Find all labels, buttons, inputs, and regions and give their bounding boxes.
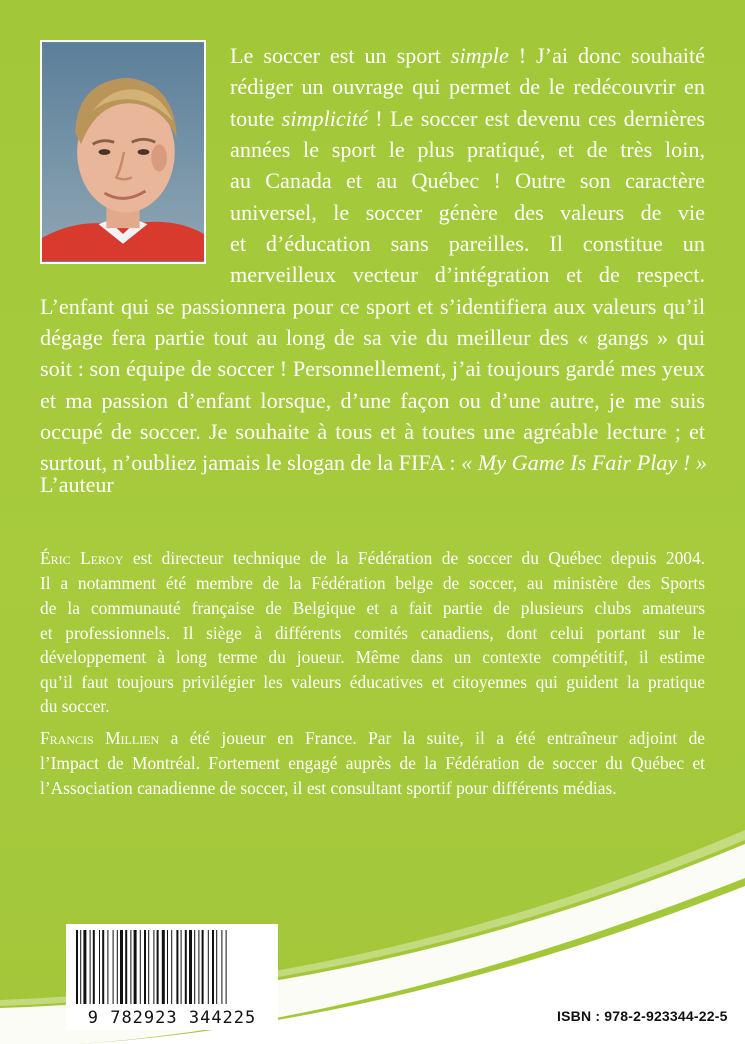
- barcode-bar: [202, 930, 204, 1004]
- barcode-bar: [198, 930, 199, 1004]
- intro-line: rédiger un ouvrage qui permet de le redécouvrir en: [230, 74, 705, 99]
- intro-text: surtout, n’oubliez jamais le slogan de la FIFA :: [40, 450, 462, 475]
- intro-text: ! J’ai donc souhaité: [508, 43, 705, 68]
- intro-text: toute: [230, 106, 282, 131]
- barcode-bar: [107, 930, 108, 1004]
- isbn-number: ISBN : 978-2-923344-22-5: [557, 1008, 728, 1024]
- barcode-bar: [221, 930, 222, 1004]
- author-name: Éric Leroy: [40, 548, 124, 568]
- intro-line: dégage fera partie tout au long de sa vie du meilleur des « gangs » qui: [40, 325, 705, 350]
- bio-line: qu’il faut toujours privilégier les valeurs éducatives et citoyennes qui guident la pratique: [40, 672, 705, 692]
- bio-text: est directeur technique de la Fédération de soccer du Québec depuis 2004.: [123, 548, 706, 568]
- barcode-bar: [171, 930, 172, 1004]
- barcode-bar: [153, 930, 154, 1004]
- barcode-bar: [226, 930, 227, 1004]
- intro-line: et ma passion d’enfant lorsque, d’une façon ou d’une autre, je me suis: [40, 388, 705, 413]
- bio-text: a été joueur en France. Par la suite, il a été entraîneur adjoint de: [159, 728, 705, 748]
- author-portrait-image: [42, 42, 204, 262]
- barcode-bar: [212, 930, 214, 1004]
- intro-line: au Canada et au Québec ! Outre son caractère: [230, 168, 705, 193]
- author-signature: L’auteur: [40, 472, 114, 497]
- barcode-bar: [162, 930, 165, 1004]
- intro-line: [230, 103, 705, 134]
- intro-line: [230, 40, 705, 71]
- intro-line: L’enfant qui se passionnera pour ce sport et s’identifiera aux valeurs qu’il: [40, 294, 705, 319]
- bio-line: développement à long terme du joueur. Même dans un contexte compétitif, il estime: [40, 647, 705, 667]
- barcode-bar: [102, 930, 104, 1004]
- barcode-bar: [125, 930, 127, 1004]
- barcode-bar: [144, 930, 146, 1004]
- intro-line: occupé de soccer. Je souhaite à tous et à toutes une agréable lecture ; et: [40, 419, 705, 444]
- barcode-bar: [130, 930, 131, 1004]
- intro-line: soit : son équipe de soccer ! Personnellement, j’ai toujours gardé mes yeux: [40, 356, 705, 381]
- barcode-bar: [216, 930, 217, 1004]
- intro-text: ! Le soccer est devenu ces dernières: [367, 106, 705, 131]
- barcode-bar: [76, 930, 78, 1004]
- barcode-bar: [134, 930, 137, 1004]
- intro-text: Le soccer est un sport: [230, 43, 451, 68]
- intro-emphasis: simplicité: [281, 106, 368, 131]
- barcode: [66, 924, 278, 1030]
- bio-line: Il a notamment été membre de la Fédération belge de soccer, au ministère des Sports: [40, 573, 705, 593]
- barcode-bar: [194, 930, 195, 1004]
- barcode-bar: [189, 930, 192, 1004]
- barcode-bar: [167, 930, 168, 1004]
- barcode-bar: [93, 930, 95, 1004]
- fifa-slogan: « My Game Is Fair Play ! »: [461, 450, 707, 475]
- barcode-digits: 9 782923 344225: [87, 1008, 257, 1028]
- barcode-bar: [140, 930, 141, 1004]
- bio-line: et professionnels. Il siège à différents comités canadiens, dont celui portant sur le: [40, 623, 705, 643]
- bio-line: l’Impact de Montréal. Fortement engagé auprès de la Fédération de soccer du Québec et: [40, 753, 705, 773]
- barcode-bar: [208, 930, 209, 1004]
- author-photo: [40, 40, 206, 264]
- barcode-bar: [117, 930, 118, 1004]
- barcode-bar: [120, 930, 123, 1004]
- barcode-bars: [66, 924, 278, 1008]
- bio-line: du soccer.: [40, 696, 110, 716]
- author-name: Francis Millien: [40, 728, 160, 748]
- bio-line: de la communauté française de Belgique et a fait partie de plusieurs clubs amateurs: [40, 598, 705, 618]
- intro-line: [40, 447, 705, 478]
- barcode-bar: [99, 930, 100, 1004]
- intro-line: et d’éducation sans pareilles. Il constitue un: [230, 231, 705, 256]
- barcode-bar: [113, 930, 114, 1004]
- barcode-bar: [90, 930, 91, 1004]
- barcode-bar: [185, 930, 187, 1004]
- barcode-bar: [157, 930, 159, 1004]
- bio-line: l’Association canadienne de soccer, il est consultant sportif pour différents médias.: [40, 778, 617, 798]
- barcode-bar: [176, 930, 178, 1004]
- bio-line: [40, 726, 705, 751]
- barcode-bar: [80, 930, 81, 1004]
- intro-line: universel, le soccer génère des valeurs de vie: [230, 200, 705, 225]
- intro-line: années le sport le plus pratiqué, et de très loin,: [230, 137, 705, 162]
- barcode-bar: [83, 930, 86, 1004]
- intro-emphasis: simple: [450, 43, 509, 68]
- barcode-bar: [148, 930, 149, 1004]
- intro-line: merveilleux vecteur d’intégration et de respect.: [230, 262, 705, 287]
- bio-line: [40, 546, 705, 571]
- barcode-bar: [181, 930, 182, 1004]
